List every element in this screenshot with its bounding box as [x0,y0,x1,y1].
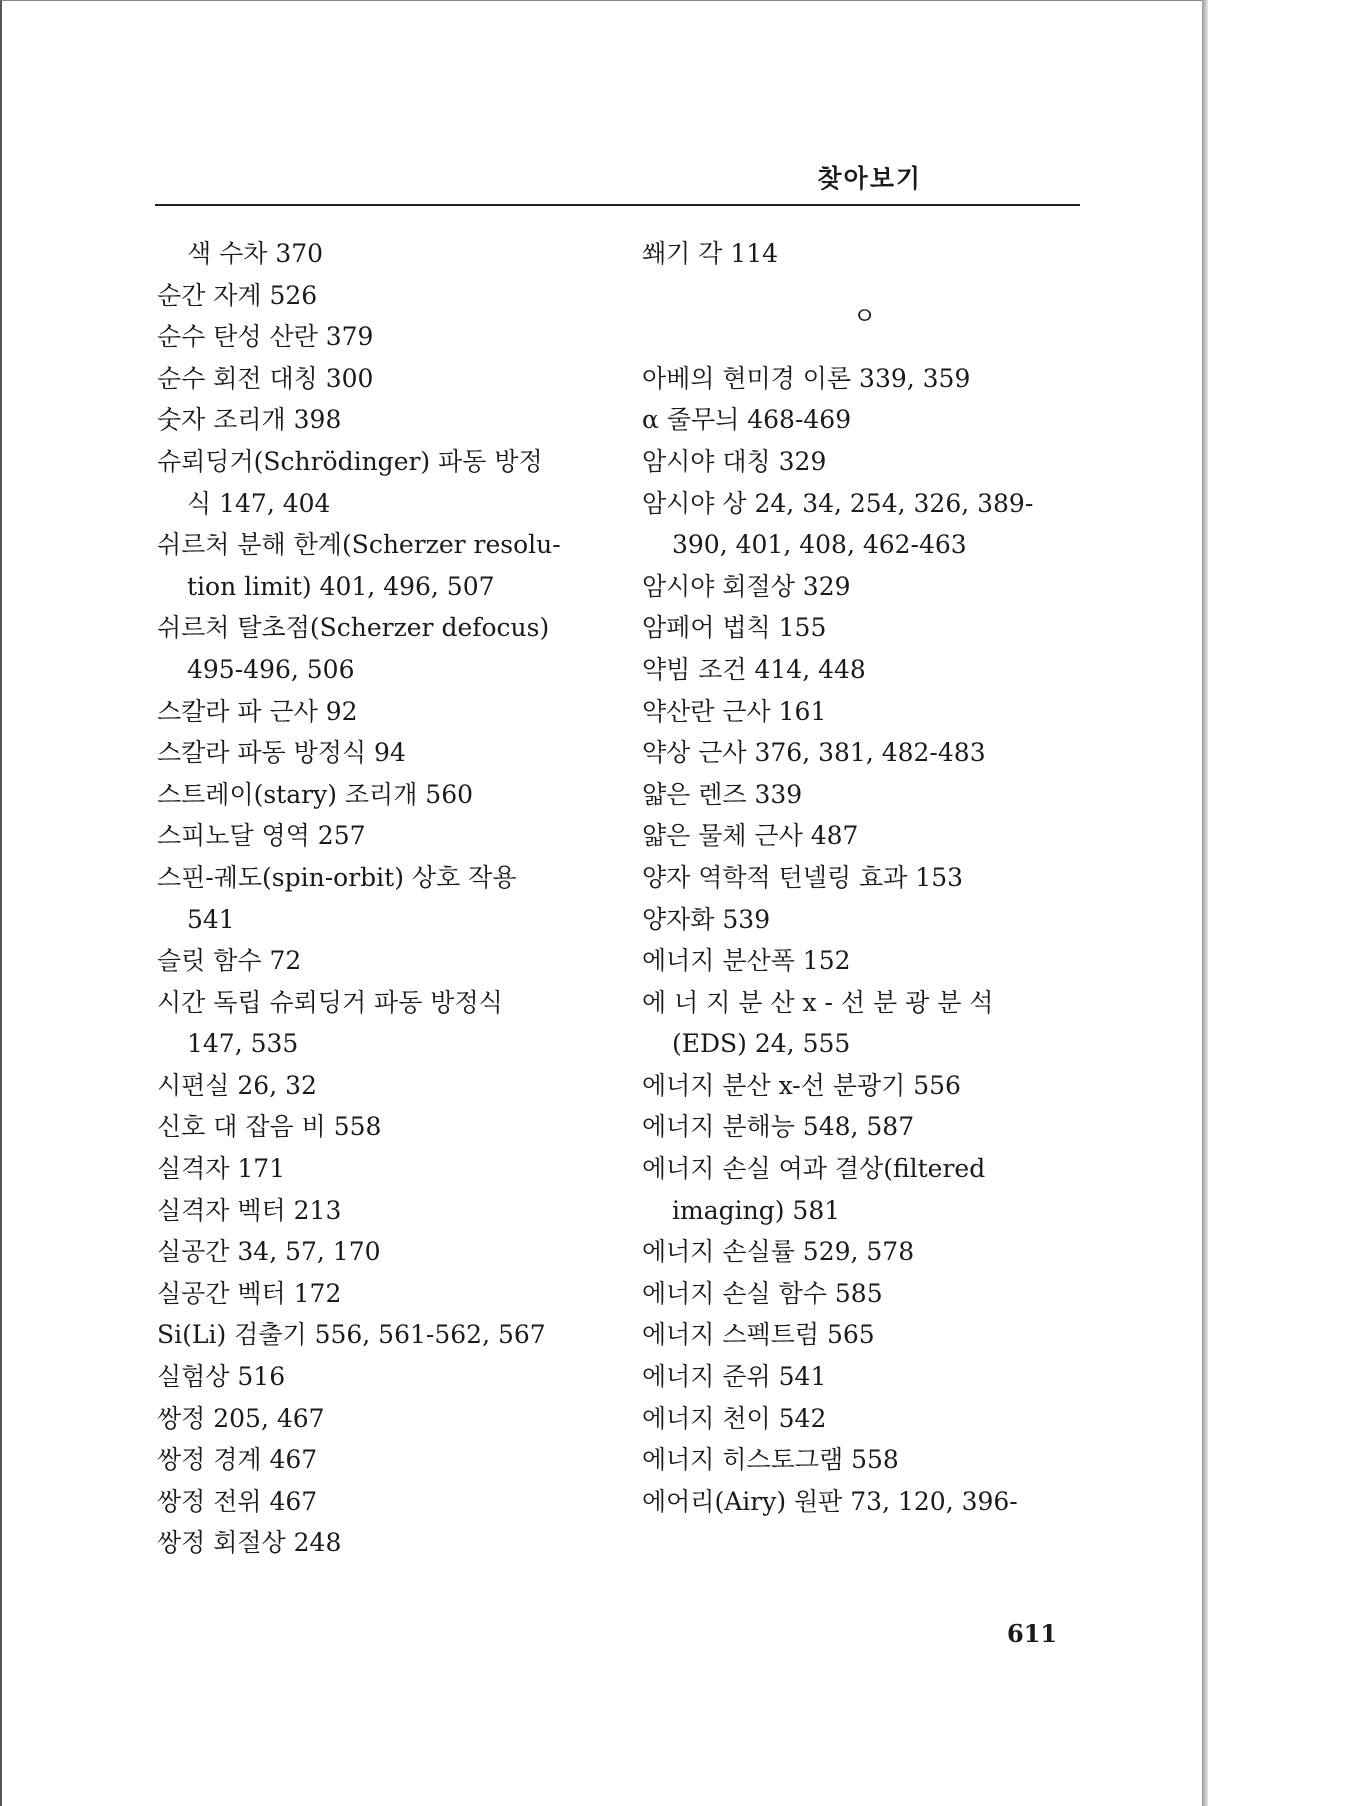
index-entry: 실험상 516 [157,1362,286,1392]
index-entry: 쌍정 전위 467 [157,1486,318,1516]
index-entry: 얇은 물체 근사 487 [642,821,859,851]
index-column-left [157,233,602,1564]
index-entry: 쌍정 205, 467 [157,1403,325,1433]
page-number: 611 [1007,1619,1058,1648]
index-entry: 암시야 상 24, 34, 254, 326, 389- [642,488,1034,518]
index-section-letter: ㅇ [852,301,877,330]
index-entry: 순수 탄성 산란 379 [157,322,374,352]
index-entry-continuation: 식 147, 404 [187,488,331,518]
index-entry: 숫자 조리개 398 [157,405,342,435]
index-entry: 아베의 현미경 이론 339, 359 [642,363,971,393]
index-entry: 쌍정 회절상 248 [157,1528,342,1558]
index-column-right [642,233,1087,1522]
index-entry-continuation: 390, 401, 408, 462-463 [672,530,967,560]
header-rule [155,204,1080,206]
index-entry: 쉬르처 탈초점(Scherzer defocus) [157,613,550,643]
index-entry: 스트레이(stary) 조리개 560 [157,779,474,809]
index-entry: 얇은 렌즈 339 [642,779,803,809]
index-entry: 에너지 천이 542 [642,1403,827,1433]
index-entry-continuation: (EDS) 24, 555 [672,1029,851,1059]
index-entry: 실공간 벡터 172 [157,1278,342,1308]
index-entry: 암페어 법칙 155 [642,613,827,643]
index-entry: 에너지 손실률 529, 578 [642,1237,915,1267]
index-entry: 양자 역학적 턴넬링 효과 153 [642,862,964,892]
index-entry: 약빔 조건 414, 448 [642,654,866,684]
index-entry: 순간 자계 526 [157,280,318,310]
index-entry: 양자화 539 [642,904,771,934]
index-entry: 쉬르처 분해 한계(Scherzer resolu- [157,530,561,560]
index-entry: 스피노달 영역 257 [157,821,366,851]
index-entry: 스핀-궤도(spin-orbit) 상호 작용 [157,862,517,892]
index-entry-continuation: 495-496, 506 [187,654,355,684]
index-entry: 약산란 근사 161 [642,696,827,726]
index-entry: 신호 대 잡음 비 558 [157,1112,382,1142]
index-entry: 에 너 지 분 산 x - 선 분 광 분 석 [642,987,994,1017]
index-entry: 시간 독립 슈뢰딩거 파동 방정식 [157,987,503,1017]
index-entry: 슈뢰딩거(Schrödinger) 파동 방정 [157,446,543,476]
index-entry: 에너지 준위 541 [642,1362,827,1392]
index-entry: 에너지 분해능 548, 587 [642,1112,915,1142]
index-entry: 스칼라 파동 방정식 94 [157,738,406,768]
index-entry: 에너지 스펙트럼 565 [642,1320,875,1350]
index-entry-continuation: 541 [187,904,235,934]
index-entry: 에너지 손실 여과 결상(filtered [642,1154,986,1184]
index-entry: 쌍정 경계 467 [157,1445,318,1475]
index-entry: 슬릿 함수 72 [157,946,302,976]
index-entry: 에너지 히스토그램 558 [642,1445,899,1475]
index-entry: 시편실 26, 32 [157,1070,317,1100]
index-entry: 실격자 벡터 213 [157,1195,342,1225]
index-entry: Si(Li) 검출기 556, 561-562, 567 [157,1320,546,1350]
index-entry: 에너지 분산폭 152 [642,946,851,976]
index-entry: 에너지 손실 함수 585 [642,1278,883,1308]
index-entry: 에너지 분산 x-선 분광기 556 [642,1070,961,1100]
index-entry-continuation: 색 수차 370 [187,239,324,268]
index-entry: 실공간 34, 57, 170 [157,1237,381,1267]
index-entry: 쐐기 각 114 [642,239,779,268]
index-entry: 암시야 회절상 329 [642,571,851,601]
index-entry-continuation: imaging) 581 [672,1195,841,1225]
running-header: 찾아보기 [817,164,922,193]
index-entry: α 줄무늬 468-469 [642,405,852,435]
index-entry-continuation: 147, 535 [187,1029,299,1059]
index-entry: 순수 회전 대칭 300 [157,363,374,393]
index-entry-continuation: tion limit) 401, 496, 507 [187,571,495,601]
page-edge-shadow [1202,0,1208,1806]
index-entry: 약상 근사 376, 381, 482-483 [642,738,986,768]
index-entry: 실격자 171 [157,1154,286,1184]
index-entry: 에어리(Airy) 원판 73, 120, 396- [642,1486,1018,1516]
index-entry: 암시야 대칭 329 [642,446,827,476]
index-entry: 스칼라 파 근사 92 [157,696,358,726]
